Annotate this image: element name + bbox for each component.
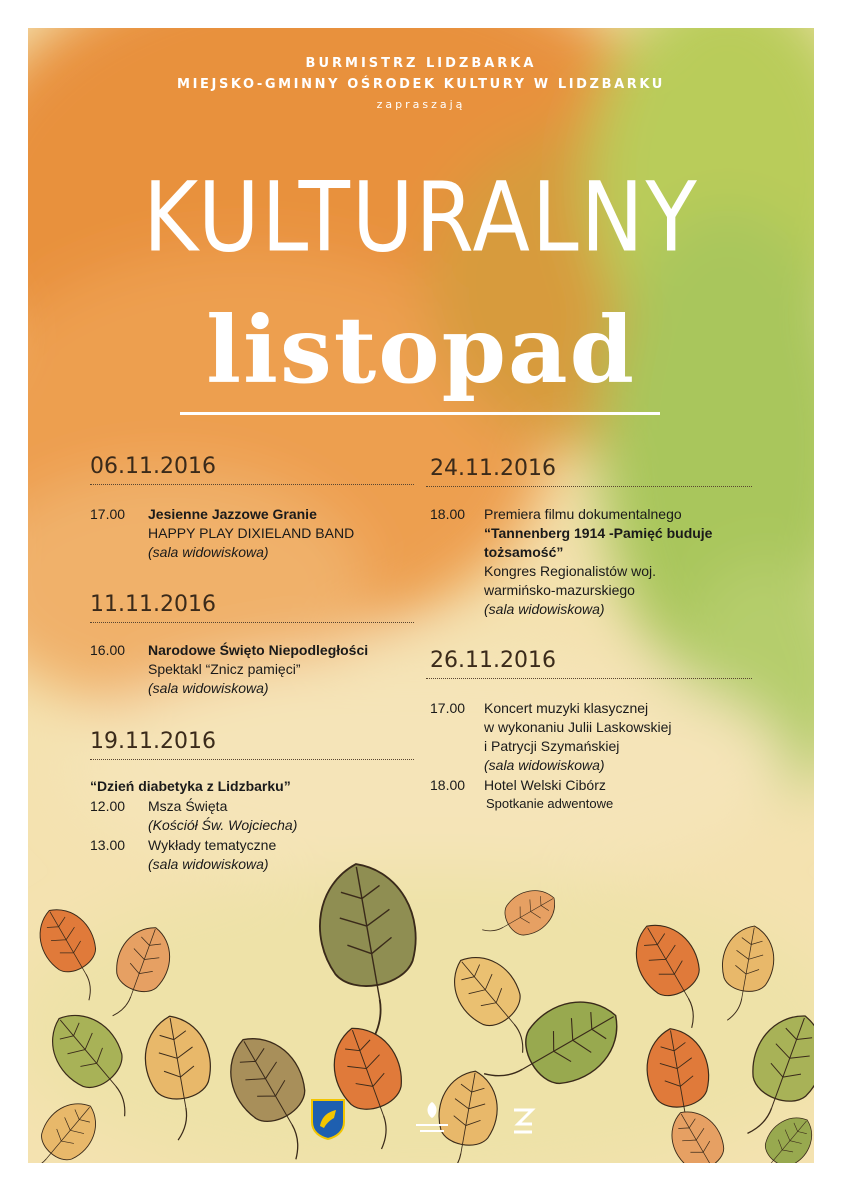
event-line: Spotkanie adwentowe [486, 796, 614, 811]
date-heading: 06.11.2016 [90, 454, 216, 479]
event-venue: (Kościół Św. Wojciecha) [148, 817, 298, 833]
partner-logo-icon [508, 1104, 538, 1140]
event-subtitle: Spektakl “Znicz pamięci” [148, 661, 301, 677]
event-time: 16.00 [90, 642, 126, 658]
event-time: 18.00 [430, 777, 466, 793]
event-time: 17.00 [90, 506, 126, 522]
event-venue: (sala widowiskowa) [148, 544, 269, 560]
event-title: Jesienne Jazzowe Granie [148, 506, 317, 522]
coat-of-arms-icon [310, 1098, 346, 1140]
header-line-2: MIEJSKO-GMINNY OŚRODEK KULTURY W LIDZBARKU [177, 77, 665, 92]
event-title: Wykłady tematyczne [148, 837, 277, 853]
date-heading: 26.11.2016 [430, 648, 556, 673]
divider [90, 759, 414, 760]
event-venue: (sala widowiskowa) [484, 601, 605, 617]
event-time: 17.00 [430, 700, 466, 716]
title-underline [180, 412, 660, 415]
event-line: Kongres Regionalistów woj. [484, 563, 656, 579]
event-time: 12.00 [90, 798, 126, 814]
event-line: Koncert muzyki klasycznej [484, 700, 649, 716]
date-heading: 11.11.2016 [90, 592, 216, 617]
event-venue: (sala widowiskowa) [148, 680, 269, 696]
divider [426, 486, 752, 487]
event-heading: “Dzień diabetyka z Lidzbarku” [90, 778, 291, 794]
event-time: 18.00 [430, 506, 466, 522]
date-heading: 24.11.2016 [430, 456, 556, 481]
title-line-1: KULTURALNY [143, 160, 699, 274]
event-line: i Patrycji Szymańskiej [484, 738, 620, 754]
event-line: Hotel Welski Cibórz [484, 777, 606, 793]
event-line: Premiera filmu dokumentalnego [484, 506, 682, 522]
event-time: 13.00 [90, 837, 126, 853]
divider [426, 678, 752, 679]
divider [90, 484, 414, 485]
event-venue: (sala widowiskowa) [148, 856, 269, 872]
event-line: warmińsko-mazurskiego [484, 582, 635, 598]
event-title: tożsamość” [484, 544, 564, 560]
title-line-2: listopad [206, 296, 636, 404]
header-line-3: zapraszają [376, 98, 466, 111]
event-line: w wykonaniu Julii Laskowskiej [484, 719, 672, 735]
event-title: Msza Święta [148, 798, 228, 814]
header-line-1: BURMISTRZ LIDZBARKA [305, 56, 537, 71]
date-heading: 19.11.2016 [90, 729, 216, 754]
event-subtitle: HAPPY PLAY DIXIELAND BAND [148, 525, 355, 541]
cultural-center-logo-icon [410, 1098, 454, 1142]
poster [28, 28, 814, 1163]
event-title: “Tannenberg 1914 -Pamięć buduje [484, 525, 713, 541]
divider [90, 622, 414, 623]
event-venue: (sala widowiskowa) [484, 757, 605, 773]
event-title: Narodowe Święto Niepodległości [148, 642, 369, 658]
